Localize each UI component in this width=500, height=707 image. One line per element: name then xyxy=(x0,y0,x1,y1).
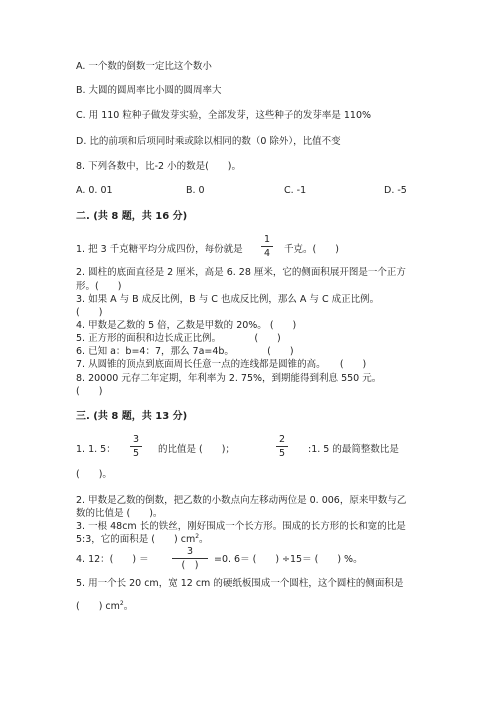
p2-q1-text-end: 千克。( ) xyxy=(284,244,339,255)
p2-q8-line2: ( ) xyxy=(76,386,103,397)
question-8-option-a: A. 0. 01 xyxy=(76,185,113,196)
option-a: A. 一个数的倒数一定比这个数小 xyxy=(76,61,212,72)
fraction-denominator: 4 xyxy=(263,248,271,259)
p3-q4-fraction xyxy=(172,546,208,571)
p3-q1-text: 1. 1. 5： xyxy=(76,444,116,455)
question-8-option-d: D. -5 xyxy=(384,185,407,196)
p2-q1-text: 1. 把 3 千克糖平均分成四份，每份就是 xyxy=(76,244,243,255)
p2-q3-line2: ( ) xyxy=(76,307,103,318)
p2-q4: 4. 甲数是乙数的 5 倍，乙数是甲数的 20%。 ( ) xyxy=(76,320,297,331)
p3-q2-line2: 数的比值是 ( )。 xyxy=(76,508,163,519)
fraction-numerator: 2 xyxy=(278,434,286,445)
p2-q1-fraction xyxy=(261,234,273,259)
p3-q1-fraction-2 xyxy=(276,434,288,459)
p3-q1-line2: ( )。 xyxy=(76,469,112,480)
p2-q3-line1: 3. 如果 A 与 B 成反比例，B 与 C 也成反比例，那么 A 与 C 成正比例。 xyxy=(76,294,380,305)
p3-q4-text: 4. 12：( ) ＝ xyxy=(76,554,149,565)
p3-q2-line1: 2. 甲数是乙数的倒数，把乙数的小数点向左移动两位是 0. 006，原来甲数与乙 xyxy=(76,495,407,506)
section-2-heading: 二. (共 8 题，共 16 分) xyxy=(76,211,188,222)
fraction-denominator: 5 xyxy=(278,448,286,459)
p2-q2-line2: 形。( ) xyxy=(76,281,122,292)
question-8-option-c: C. -1 xyxy=(284,185,307,196)
p2-q5: 5. 正方形的面积和边长成正比例。 ( ) xyxy=(76,333,281,344)
p2-q6: 6. 已知 a：b=4：7，那么 7a=4b。 ( ) xyxy=(76,346,294,357)
fraction-bar xyxy=(172,558,208,559)
p3-q4-text-end: =0. 6＝ ( ) ÷15＝ ( ) %。 xyxy=(214,554,363,565)
fraction-bar xyxy=(276,446,288,447)
p2-q7: 7. 从圆锥的顶点到底面周长任意一点的连线都是圆锥的高。 ( ) xyxy=(76,359,367,370)
p2-q8-line1: 8. 20000 元存二年定期，年利率为 2. 75%，到期能得到利息 550 元。 xyxy=(76,373,382,384)
fraction-bar xyxy=(261,246,273,247)
fraction-denominator: 5 xyxy=(132,448,140,459)
option-d: D. 比的前项和后项同时乘或除以相同的数（0 除外），比值不变 xyxy=(76,136,341,147)
p3-q5-line1: 5. 用一个长 20 cm，宽 12 cm 的硬纸板围成一个圆柱，这个圆柱的侧面积是 xyxy=(76,578,404,589)
question-8-option-b: B. 0 xyxy=(186,185,205,196)
fraction-numerator: 1 xyxy=(263,234,271,245)
p3-q5-line2 xyxy=(76,601,133,613)
p3-q3-line2 xyxy=(76,534,209,546)
p3-q5-text: ( ) cm xyxy=(76,601,120,612)
fraction-denominator: ( ) xyxy=(181,560,199,571)
p3-q1-text-mid: 的比值是 ( )； xyxy=(158,444,235,455)
period: 。 xyxy=(123,601,134,612)
p3-q3-text: 5:3，它的面积是 ( ) cm xyxy=(76,534,196,545)
option-c: C. 用 110 粒种子做发芽实验，全部发芽，这些种子的发芽率是 110% xyxy=(76,110,372,121)
p3-q3-line1: 3. 一根 48cm 长的铁丝，刚好围成一个长方形。围成的长方形的长和宽的比是 xyxy=(76,521,406,532)
question-8-stem: 8. 下列各数中，比-2 小的数是( )。 xyxy=(76,161,241,172)
option-b: B. 大圆的圆周率比小圆的圆周率大 xyxy=(76,85,222,96)
superscript: 2 xyxy=(195,532,200,540)
period: 。 xyxy=(199,534,209,545)
p3-q1-text-end: :1. 5 的最简整数比是 xyxy=(308,444,399,455)
p3-q1-fraction-1 xyxy=(130,434,142,459)
fraction-numerator: 3 xyxy=(132,434,140,445)
section-3-heading: 三. (共 8 题，共 13 分) xyxy=(76,411,188,422)
fraction-bar xyxy=(130,446,142,447)
superscript: 2 xyxy=(119,599,124,607)
p2-q2-line1: 2. 圆柱的底面直径是 2 厘米，高是 6. 28 厘米，它的侧面积展开图是一个正方 xyxy=(76,267,406,278)
fraction-numerator: 3 xyxy=(186,546,194,557)
